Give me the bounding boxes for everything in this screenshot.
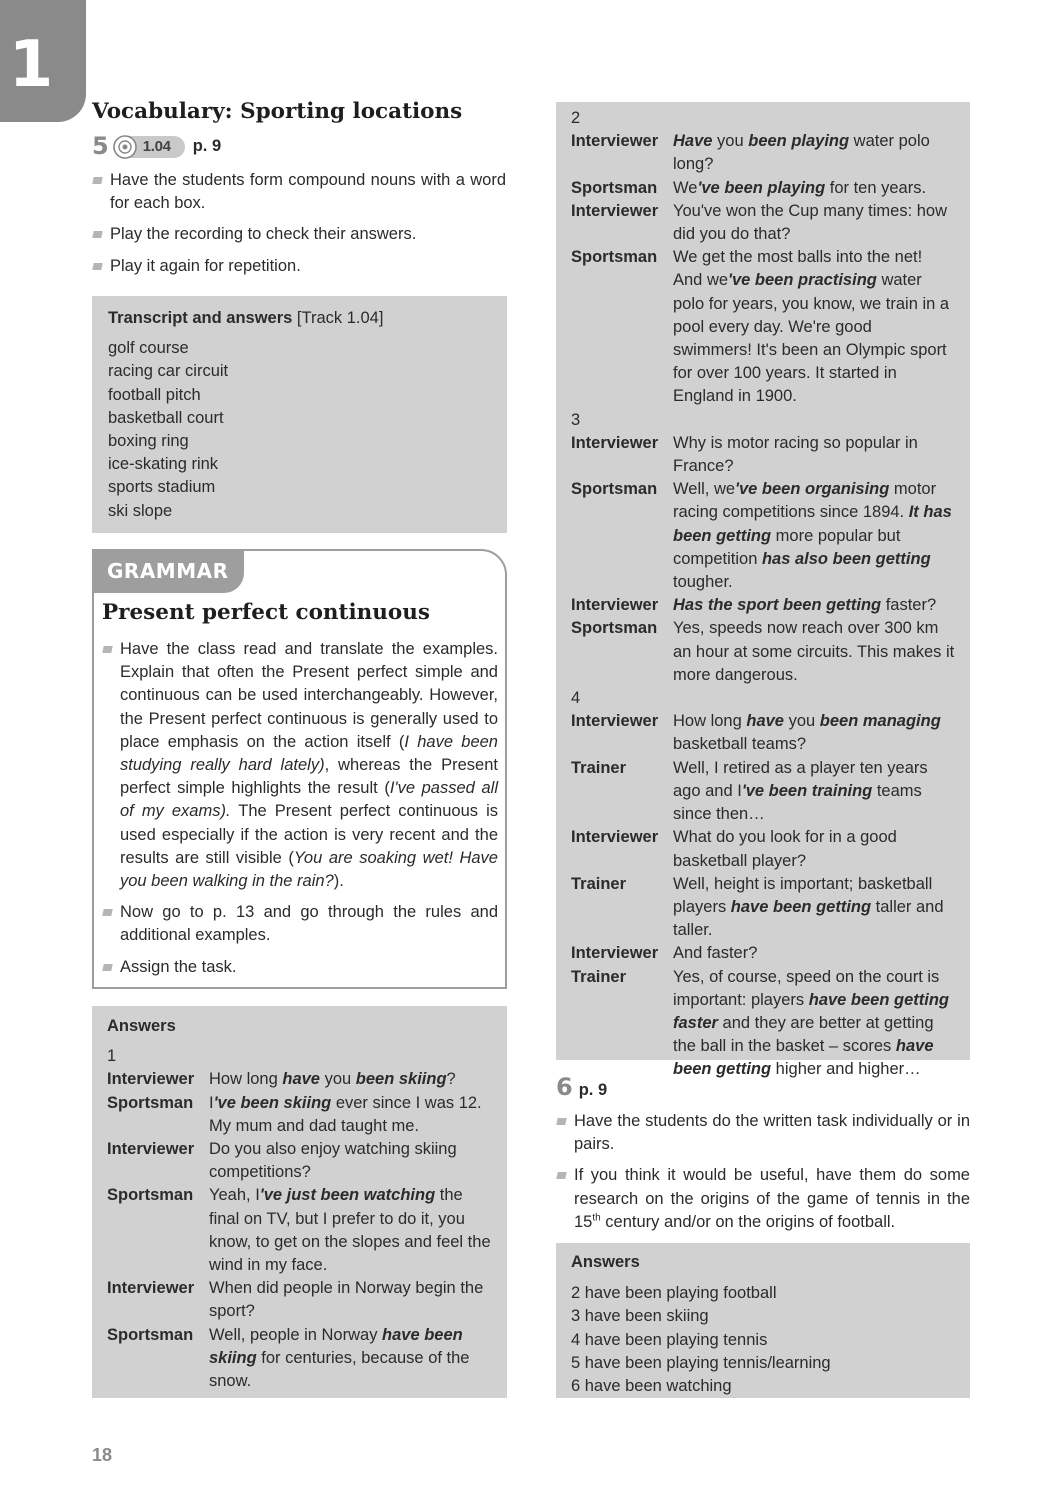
text: Why is motor racing so popular in France? xyxy=(673,433,918,476)
instruction-item xyxy=(556,1164,970,1234)
list-item: ski slope xyxy=(108,501,173,520)
list-item: 3 have been skiing xyxy=(571,1307,709,1326)
highlighted-verb: have been getting xyxy=(730,897,872,916)
speaker-label: Interviewer xyxy=(571,596,659,615)
text: ). xyxy=(333,872,344,891)
highlighted-verb: Has the sport been getting xyxy=(673,596,882,615)
text: We get the most balls into the net! And we xyxy=(673,248,923,290)
text: taller and taller. xyxy=(673,897,944,940)
text: Well, we xyxy=(673,480,736,499)
text: Yes, of course, speed on the court is important: players xyxy=(673,967,940,1009)
highlighted-verb: been playing xyxy=(748,132,850,151)
speaker-label: Interviewer xyxy=(571,201,659,220)
dialogue-number: 2 xyxy=(571,109,581,127)
dialogue-text xyxy=(673,757,955,827)
ex6-answers-box xyxy=(556,1243,970,1398)
text: Yeah, I xyxy=(209,1186,260,1205)
text: When did people in Norway begin the sport? xyxy=(209,1279,484,1321)
text: basketball teams? xyxy=(673,735,806,754)
text: the final on TV, but I prefer to do it, you know, to get on the slopes and feel the wind in my face. xyxy=(209,1186,491,1275)
dialogue-right xyxy=(571,107,955,1082)
dialogue-text xyxy=(673,177,955,200)
list-item: ice-skating rink xyxy=(108,455,219,474)
speaker-label: Sportsman xyxy=(107,1093,194,1112)
text: motor racing competitions since 1894. xyxy=(673,480,937,522)
instruction-item: Play the recording to check their answers. xyxy=(92,223,506,246)
highlighted-verb: 've been skiing xyxy=(213,1093,332,1112)
text: Well, people in Norway xyxy=(209,1325,383,1344)
list-item: 6 have been watching xyxy=(571,1376,732,1395)
dialogue-number: 3 xyxy=(571,410,581,429)
list-item: golf course xyxy=(108,339,189,358)
example-italic: I have been studying really hard lately) xyxy=(120,732,498,775)
text: for ten years. xyxy=(825,178,927,197)
text: water polo long? xyxy=(673,132,930,174)
vocabulary-heading: Vocabulary: Sporting locations xyxy=(92,99,463,124)
dialogue-text xyxy=(673,873,955,943)
text: The Present perfect continuous is used especially if the action is very recent and the results are still visible ( xyxy=(120,802,498,867)
exercise-5-line xyxy=(92,134,221,160)
highlighted-verb: Have xyxy=(673,132,713,151)
speaker-label: Interviewer xyxy=(571,712,659,731)
instruction-item: Have the students do the written task individually or in pairs. xyxy=(556,1110,970,1156)
vocab-instructions xyxy=(92,169,506,286)
list-item: 2 have been playing football xyxy=(571,1284,777,1303)
dialogue-text xyxy=(673,246,955,408)
speaker-label: Sportsman xyxy=(571,248,658,267)
text: How long xyxy=(209,1070,283,1089)
highlighted-verb: have been getting xyxy=(673,1037,934,1079)
dialogue-text xyxy=(673,478,955,594)
dialogue-text xyxy=(209,1277,492,1323)
dialogue-text xyxy=(209,1138,492,1184)
text: How long xyxy=(673,712,747,731)
example-italic: I've passed all of my exams). xyxy=(120,779,498,821)
list-item: 4 have been playing tennis xyxy=(571,1330,768,1349)
cd-audio-icon xyxy=(113,135,137,159)
text: What do you look for in a good basketball player? xyxy=(673,828,897,870)
text: faster? xyxy=(881,596,937,615)
transcript-box xyxy=(92,296,507,533)
track-number: 1.04 xyxy=(142,138,171,156)
page-reference: p. 9 xyxy=(192,137,222,156)
highlighted-verb: 've been practising xyxy=(728,271,877,290)
dialogue-text xyxy=(209,1324,492,1394)
answers-box-left xyxy=(92,1006,507,1398)
speaker-label: Trainer xyxy=(571,967,627,986)
dialogue-text xyxy=(673,966,955,1082)
speaker-label: Interviewer xyxy=(571,132,659,151)
dialogue-text xyxy=(673,942,955,965)
grammar-bullet: Now go to p. 13 and go through the rules and additional examples. xyxy=(102,901,498,947)
highlighted-verb: have xyxy=(282,1070,320,1089)
list-item: football pitch xyxy=(108,385,201,404)
dialogue-text xyxy=(673,200,955,246)
speaker-label: Interviewer xyxy=(571,828,659,847)
text: Yes, speeds now reach over 300 km an hour at some circuits. This makes it more dangerous. xyxy=(673,619,955,684)
text: tougher. xyxy=(673,573,733,592)
highlighted-verb: has also been getting xyxy=(761,549,931,568)
text: And faster? xyxy=(673,944,758,963)
audio-track-badge xyxy=(115,136,185,158)
text: teams since then… xyxy=(673,781,922,824)
dialogue-text xyxy=(673,130,955,176)
list-item: sports stadium xyxy=(108,478,216,497)
text: I xyxy=(209,1093,214,1112)
transcript-list xyxy=(108,337,491,523)
speaker-label: Sportsman xyxy=(107,1325,194,1344)
exercise-6-line xyxy=(556,1073,608,1102)
unit-number-tab: 1 xyxy=(0,0,86,122)
text: Have the class read and translate the examples. Explain that often the Present perfect simple and continuous can be used interchangeably. However, the Present perfect continuous is generally used to place emphasis on the action itself ( xyxy=(120,640,498,751)
example-italic: You are soaking wet! Have you been walking in the rain? xyxy=(120,848,498,891)
answers-box-right xyxy=(556,102,970,1079)
dialogue-text xyxy=(673,617,955,687)
text: water polo for years, you know, we train in a pool every day. We're good swimmers! It's been an Olympic sport for over 100 years. It started in England in 1900. xyxy=(673,271,950,406)
transcript-title: Transcript and answers xyxy=(108,309,293,327)
text: Well, height is important; basketball players xyxy=(673,874,933,916)
text: century and/or on the origins of football. xyxy=(600,1212,896,1231)
speaker-label: Sportsman xyxy=(107,1186,194,1205)
grammar-bullet: Assign the task. xyxy=(102,956,498,979)
text: higher and higher… xyxy=(771,1060,921,1079)
answers-title: Answers xyxy=(571,1253,640,1271)
superscript: th xyxy=(592,1212,601,1224)
dialogue-number: 4 xyxy=(571,689,581,708)
dialogue-text xyxy=(673,826,955,872)
speaker-label: Sportsman xyxy=(571,178,658,197)
text: If you think it would be useful, have them do some research on the origins of the game of tennis in the 15 xyxy=(574,1166,970,1231)
speaker-label: Interviewer xyxy=(571,944,659,963)
dialogue-text xyxy=(209,1068,492,1091)
text: ? xyxy=(446,1070,456,1089)
text: Do you also enjoy watching skiing competitions? xyxy=(209,1140,457,1182)
highlighted-verb: been skiing xyxy=(355,1070,447,1089)
highlighted-verb: 've just been watching xyxy=(259,1186,436,1205)
list-item: basketball court xyxy=(108,408,224,427)
dialogue-text xyxy=(209,1184,492,1277)
speaker-label: Interviewer xyxy=(107,1140,195,1159)
speaker-label: Sportsman xyxy=(571,619,658,638)
page-number: 18 xyxy=(92,1445,113,1465)
dialogue-text xyxy=(209,1092,492,1138)
grammar-box xyxy=(92,549,507,989)
exercise-number: 6 xyxy=(556,1073,573,1101)
dialogue-number: 1 xyxy=(107,1047,117,1066)
speaker-label: Trainer xyxy=(571,758,627,777)
highlighted-verb: have been getting faster xyxy=(673,990,950,1032)
highlighted-verb: 've been organising xyxy=(735,480,890,499)
ex6-instructions xyxy=(556,1110,970,1242)
instruction-item: Have the students form compound nouns with a word for each box. xyxy=(92,169,506,215)
text: you xyxy=(319,1070,356,1089)
text: You've won the Cup many times: how did you do that? xyxy=(673,201,948,244)
dialogue-text xyxy=(673,432,955,478)
speaker-label: Interviewer xyxy=(107,1070,195,1089)
dialogue-text xyxy=(673,710,955,756)
dialogue-left xyxy=(107,1068,492,1393)
grammar-instructions xyxy=(102,638,498,987)
dialogue-text xyxy=(673,594,955,617)
text: , whereas the Present perfect simple highlights the result ( xyxy=(120,756,498,798)
highlighted-verb: 've been training xyxy=(741,781,873,800)
speaker-label: Sportsman xyxy=(571,480,658,499)
list-item: racing car circuit xyxy=(108,362,229,381)
answers-list xyxy=(571,1282,955,1398)
highlighted-verb: have been skiing xyxy=(209,1325,463,1367)
text: more popular but competition xyxy=(673,526,901,568)
highlighted-verb: been managing xyxy=(819,712,941,731)
highlighted-verb: It has been getting xyxy=(673,503,952,545)
text: you xyxy=(712,132,749,151)
speaker-label: Interviewer xyxy=(571,433,659,452)
highlighted-verb: have xyxy=(746,712,784,731)
grammar-heading: Present perfect continuous xyxy=(102,600,430,625)
speaker-label: Interviewer xyxy=(107,1279,195,1298)
text: for centuries, because of the snow. xyxy=(209,1348,470,1391)
exercise-number: 5 xyxy=(92,132,109,161)
list-item: 5 have been playing tennis/learning xyxy=(571,1353,831,1372)
highlighted-verb: 've been playing xyxy=(697,178,826,197)
text: ever since I was 12. My mum and dad taught me. xyxy=(209,1093,482,1135)
transcript-track-note: [Track 1.04] xyxy=(292,309,384,327)
grammar-bullet xyxy=(102,638,498,893)
grammar-tab-label: GRAMMAR xyxy=(92,549,244,593)
page-reference: p. 9 xyxy=(578,1081,608,1099)
text: and they are better at getting the ball in the basket – scores xyxy=(673,1013,934,1056)
instruction-item: Play it again for repetition. xyxy=(92,255,506,278)
text: We xyxy=(673,178,698,197)
text: Well, I retired as a player ten years ago and I xyxy=(673,758,928,800)
text: you xyxy=(783,712,820,731)
list-item: boxing ring xyxy=(108,431,189,450)
speaker-label: Trainer xyxy=(571,874,627,893)
answers-title: Answers xyxy=(107,1017,176,1035)
